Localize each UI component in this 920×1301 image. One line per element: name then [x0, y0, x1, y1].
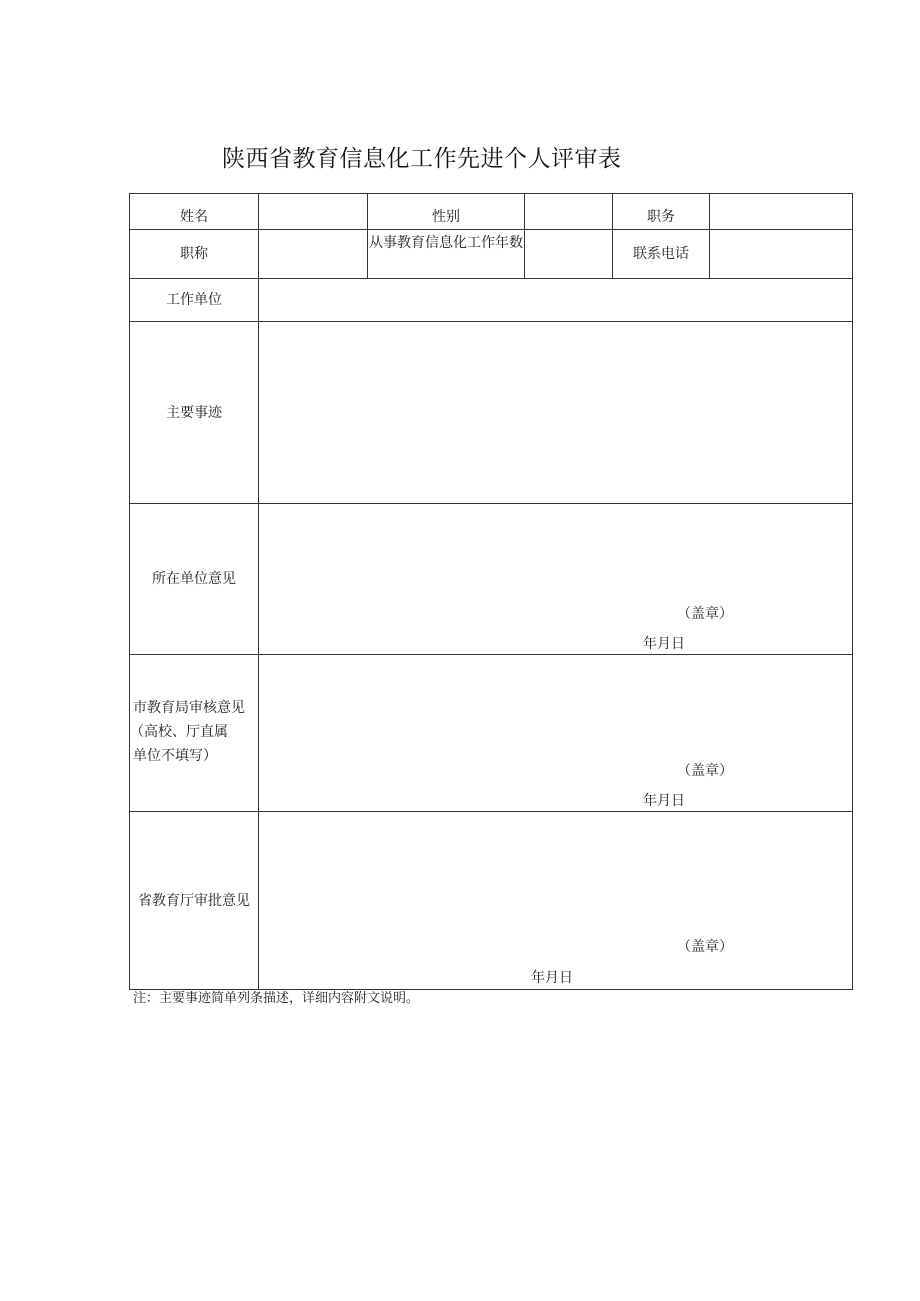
name-label-cell [130, 194, 259, 230]
work-unit-label-cell [130, 279, 259, 322]
years-label: 从事教育信息化工作年数 [369, 235, 523, 251]
form-row-city-opinion [130, 655, 853, 812]
footnote: 注：主要事迹简单列条描述，详细内容附文说明。 [133, 991, 420, 1006]
work-unit-field[interactable] [259, 279, 853, 322]
city-opinion-date: 年月日 [643, 793, 685, 809]
province-opinion-field[interactable] [259, 812, 853, 990]
province-opinion-seal: （盖章） [677, 939, 733, 955]
gender-label-cell [368, 194, 525, 230]
unit-opinion-label: 所在单位意见 [152, 571, 236, 587]
city-opinion-label-line2: （高校、厅直属 [130, 723, 228, 740]
city-opinion-label-line1: 市教育局审核意见 [133, 699, 245, 716]
form-row-deeds [130, 322, 853, 504]
form-row-work-unit [130, 279, 853, 322]
job-title-label: 职称 [180, 246, 208, 262]
work-unit-label: 工作单位 [166, 292, 222, 308]
position-field[interactable] [710, 194, 853, 230]
deeds-label-cell [130, 322, 259, 504]
position-label: 职务 [647, 209, 675, 225]
job-title-label-cell [130, 230, 259, 279]
review-form-table [129, 193, 853, 990]
page-title: 陕西省教育信息化工作先进个人评审表 [222, 146, 622, 172]
province-opinion-date: 年月日 [531, 970, 573, 986]
name-field[interactable] [259, 194, 368, 230]
form-row-province-opinion [130, 812, 853, 990]
city-opinion-seal: （盖章） [677, 763, 733, 779]
province-opinion-label-cell [130, 812, 259, 990]
phone-field[interactable] [710, 230, 853, 279]
form-row-basic-1 [130, 194, 853, 230]
gender-field[interactable] [525, 194, 613, 230]
unit-opinion-date: 年月日 [643, 636, 685, 652]
city-opinion-label-line3: 单位不填写） [133, 747, 217, 764]
years-field[interactable] [525, 230, 613, 279]
job-title-field[interactable] [259, 230, 368, 279]
position-label-cell [613, 194, 710, 230]
phone-label-cell [613, 230, 710, 279]
form-row-unit-opinion [130, 504, 853, 655]
phone-label: 联系电话 [633, 246, 689, 262]
unit-opinion-seal: （盖章） [677, 606, 733, 622]
deeds-field[interactable] [259, 322, 853, 504]
city-opinion-label-cell [130, 655, 259, 812]
city-opinion-field[interactable] [259, 655, 853, 812]
name-label: 姓名 [180, 209, 208, 225]
years-label-cell [368, 230, 525, 279]
deeds-label: 主要事迹 [166, 404, 222, 421]
unit-opinion-field[interactable] [259, 504, 853, 655]
gender-label: 性别 [432, 209, 460, 225]
unit-opinion-label-cell [130, 504, 259, 655]
province-opinion-label: 省教育厅审批意见 [138, 892, 250, 909]
form-row-basic-2 [130, 230, 853, 279]
